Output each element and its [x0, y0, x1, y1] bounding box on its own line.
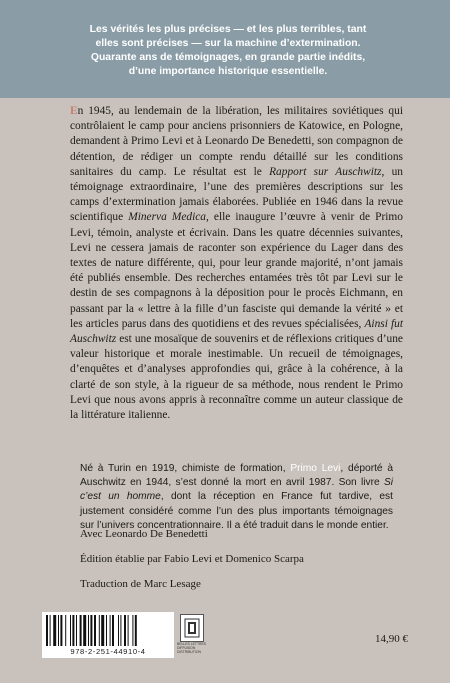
- publisher-logo-text: BELLES LETTRES DIFFUSION DISTRIBUTION: [177, 642, 207, 654]
- title-minerva: Minerva Medica: [128, 211, 206, 224]
- barcode-bar: [80, 615, 82, 646]
- barcode-bar: [128, 615, 129, 646]
- author-bio: [80, 462, 393, 533]
- barcode-bar: [118, 615, 119, 646]
- barcode-bar: [65, 615, 66, 646]
- title-rapport: Rapport sur Auschwitz: [269, 165, 382, 178]
- price: 14,90 €: [375, 633, 408, 645]
- publisher-logo-icon-glyph: [181, 615, 203, 641]
- summary-text: est une mosaïque de souvenirs et de réflexions critiques d’une valeur historique et morale inestimable. Un recueil de témoignages, d’enquêtes et d’analyses approfondies qui, grâce à la cohérence, à la clarté de son style, à la rigueur de sa méthode, nous rendent le Primo Levi que nous avons appris à reconnaître comme un auteur classique de la littérature italienne.: [70, 333, 403, 422]
- barcode-bars: [46, 615, 170, 647]
- barcode-bar: [53, 615, 56, 646]
- credit-translation: Traduction de Marc Lesage: [80, 578, 201, 590]
- title-si-cest: Si c’est un homme: [80, 477, 393, 503]
- barcode-bar: [106, 615, 107, 646]
- bio-text: , déporté à Auschwitz en 1944, s’est donné la mort en avril 1987. Son livre: [80, 463, 394, 489]
- bio-text: Né à Turin en 1919, chimiste de formation,: [80, 463, 291, 474]
- barcode-bar: [88, 615, 89, 646]
- author-name: Primo Levi: [290, 463, 341, 474]
- tagline: [48, 23, 408, 79]
- tagline-line: d’une importance historique essentielle.: [128, 66, 328, 77]
- barcode-bar: [110, 615, 111, 646]
- barcode-bar: [99, 615, 100, 646]
- tagline-line: Quarante ans de témoignages, en grande partie inédits,: [90, 52, 366, 63]
- barcode-bar: [72, 615, 74, 646]
- barcode: [42, 612, 174, 658]
- barcode-bar: [60, 615, 62, 646]
- barcode-bar: [132, 615, 133, 646]
- summary-text: n 1945, au lendemain de la libération, les militaires soviétiques qui contrôlaient le camp pour anciens prisonniers de Katowice, en Pologne, demandent à Primo Levi et à Leonardo De Benedetti, son compagnon de détention, de rédiger un compte rendu détaillé sur les conditions sanitaires du camp. Le résultat est le: [70, 105, 403, 178]
- summary-text: , elle inaugure l’œuvre à venir de Primo Levi, témoin, analyste et écrivain. Dans les quatre décennies suivantes, Levi ne cessera jamais de raconter son expérience du Lager dans des textes de nature différente, qui, pour leur grande majorité, n’ont jamais été publiés ensemble. Des recherches entamées très tôt par Levi sur le destin de ses compagnons à la déposition pour le procès Eichmann, en passant par la « lettre à la fille d’un fasciste qui demande la vérité » et les articles parus dans des quotidiens et des revues spécialisées,: [70, 211, 403, 330]
- barcode-bar: [70, 615, 71, 646]
- tagline-line: Les vérités les plus précises — et les plus terribles, tant: [89, 24, 367, 35]
- summary-paragraph: [70, 104, 403, 423]
- publisher-logo-icon: [180, 614, 204, 642]
- barcode-bar: [90, 615, 92, 646]
- barcode-bar: [46, 615, 48, 646]
- drop-cap: E: [70, 105, 78, 117]
- barcode-bar: [94, 615, 96, 646]
- barcode-bar: [101, 615, 104, 646]
- barcode-bar: [76, 615, 77, 646]
- title-ainsi: Ainsi fut Auschwitz: [70, 317, 403, 346]
- barcode-bar: [135, 615, 137, 646]
- summary-text: , un témoignage extraordinaire, l’une des premières descriptions sur les camps d’extermination jamais élaborées. Publiée en 1946 dans la revue scientifique: [70, 165, 403, 224]
- barcode-bar: [50, 615, 51, 646]
- barcode-bar: [124, 615, 126, 646]
- isbn: 978-2-251-44910-4: [70, 647, 146, 656]
- credit-edition: Édition établie par Fabio Levi et Domenico Scarpa: [80, 553, 304, 565]
- tagline-line: elles sont précises — sur la machine d’extermination.: [95, 38, 361, 49]
- bio-text: , dont la réception en France fut tardive, est justement considéré comme l’un des plus importants témoignages sur l’univers concentrationnaire. Il a été traduit dans le monde entier.: [80, 491, 393, 531]
- barcode-bar: [83, 615, 86, 646]
- credit-with: Avec Leonardo De Benedetti: [80, 528, 208, 540]
- barcode-bar: [120, 615, 121, 646]
- barcode-bar: [112, 615, 114, 646]
- barcode-bar: [58, 615, 59, 646]
